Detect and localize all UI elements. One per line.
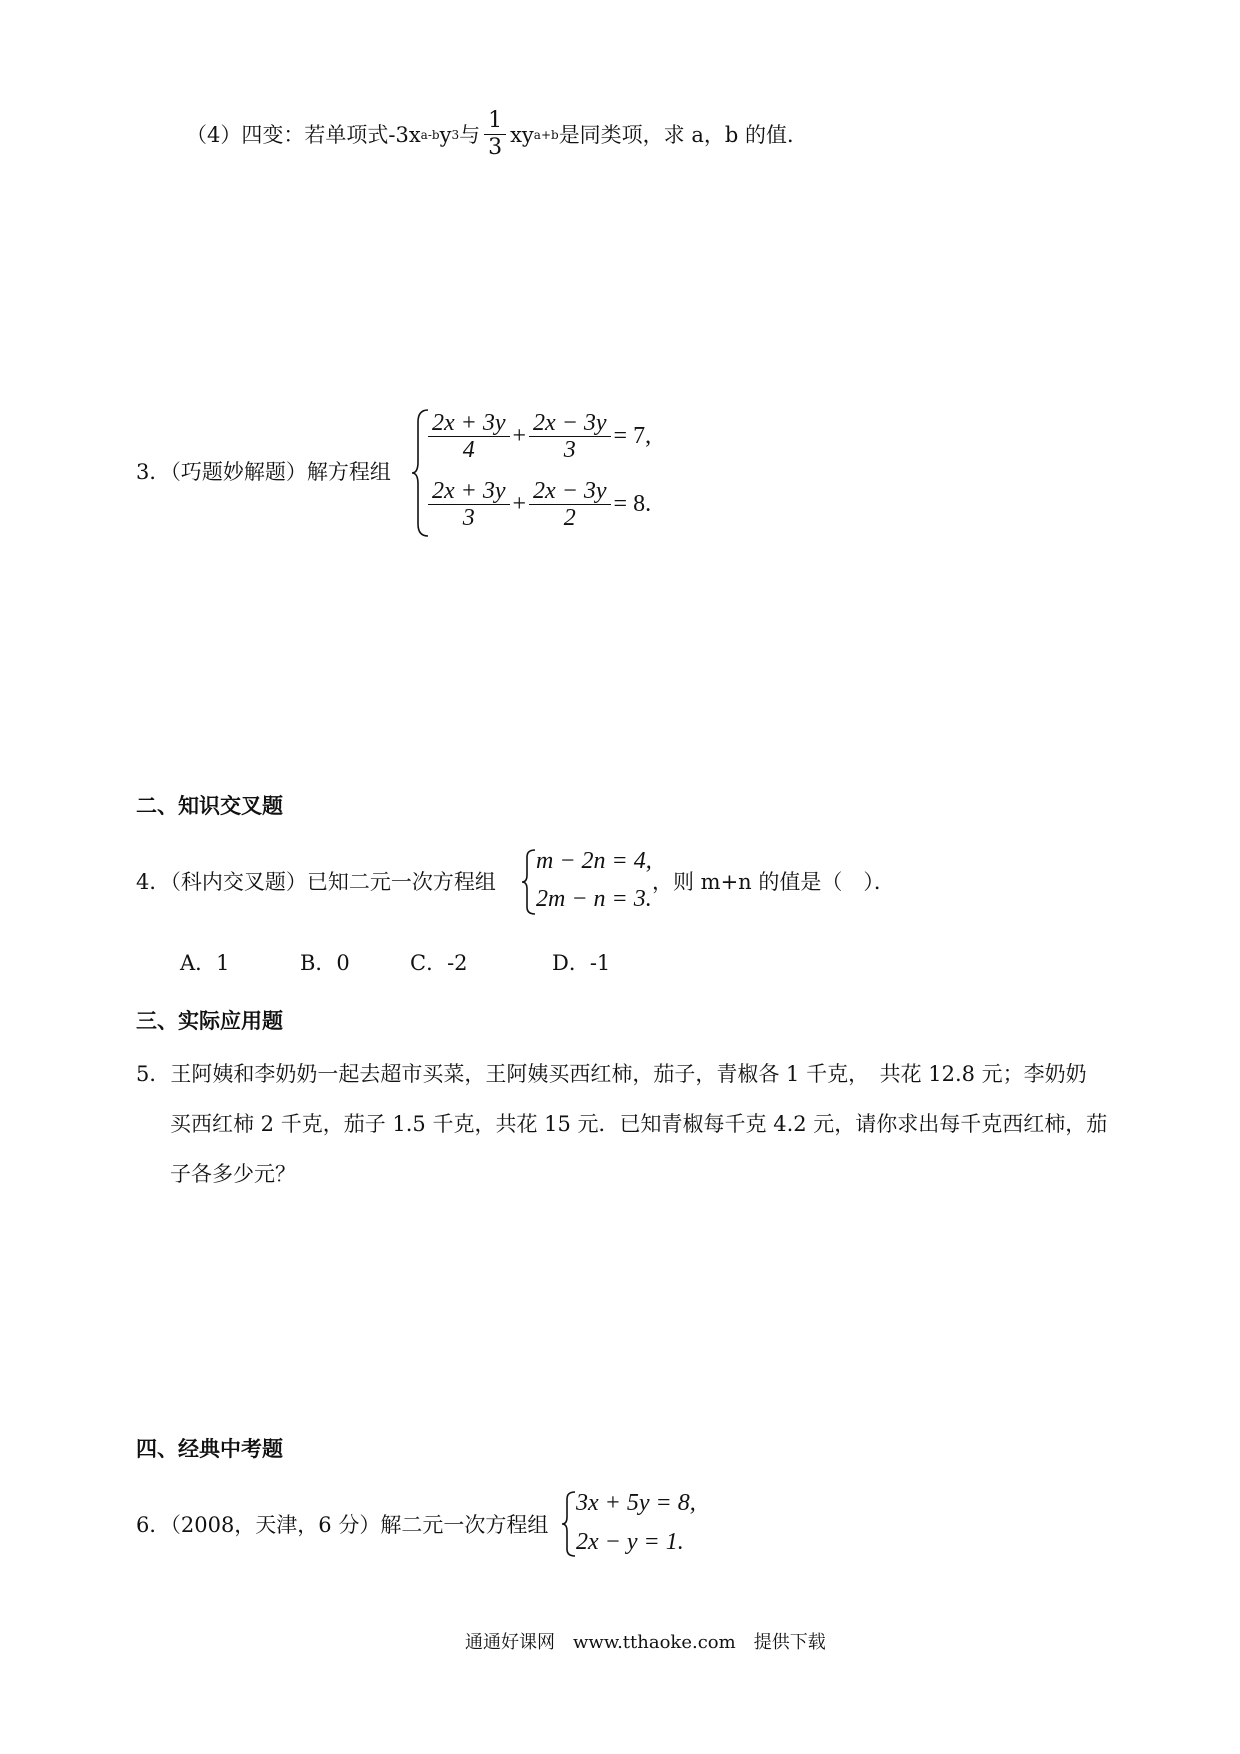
q2-4-sup2: 3: [451, 127, 460, 142]
question-4-suffix: ，则 m+n 的值是（ ）．: [652, 870, 895, 894]
q3-eq1-den2: 3: [563, 437, 576, 463]
q4-equation-1: m − 2n = 4,: [536, 848, 652, 874]
q2-4-mid2: 与: [459, 122, 481, 147]
question-3-label: 3．（巧题妙解题）解方程组: [136, 460, 391, 484]
q3-equation-1: [428, 410, 654, 463]
q3-equation-2: [428, 478, 654, 531]
q6-equation-2: 2x − y = 1.: [576, 1529, 684, 1555]
q4-equation-2: 2m − n = 3.: [536, 886, 652, 912]
question-5-line-1: 5．王阿姨和李奶奶一起去超市买菜，王阿姨买西红柿，茄子，青椒各 1 千克， 共花 12.8 元；李奶奶: [136, 1062, 1087, 1086]
q2-4-mid3: xy: [510, 122, 534, 147]
q3-eq2-op: +: [512, 491, 527, 517]
q2-4-suffix: 是同类项，求 a，b 的值．: [558, 122, 809, 147]
q2-4-fraction: [484, 108, 506, 161]
q4-option-c: C．-2: [410, 951, 468, 975]
q2-4-frac-num: 1: [484, 108, 506, 135]
q3-eq2-num1: 2x + 3y: [428, 478, 510, 505]
q3-eq1-rhs: = 7,: [613, 423, 652, 449]
question-6-label: 6．（2008，天津，6 分）解二元一次方程组: [136, 1513, 549, 1537]
q3-eq2-rhs: = 8.: [613, 491, 652, 517]
q3-eq1-num2: 2x − 3y: [529, 410, 611, 437]
q2-4-frac-den: 3: [488, 135, 503, 160]
q3-eq1-num1: 2x + 3y: [428, 410, 510, 437]
q3-eq1-op: +: [512, 423, 527, 449]
q2-4-mid1: y: [439, 122, 452, 147]
q3-eq1-den1: 4: [462, 437, 475, 463]
section-3-title: 三、实际应用题: [136, 1009, 283, 1033]
q3-eq2-num2: 2x − 3y: [529, 478, 611, 505]
question-5-line-3: 子各多少元？: [170, 1162, 296, 1186]
footer-text: 通通好课网 www.tthaoke.com 提供下载: [465, 1632, 826, 1653]
q6-equation-1: 3x + 5y = 8,: [576, 1490, 696, 1516]
question-5-line-2: 买西红柿 2 千克，茄子 1.5 千克，共花 15 元．已知青椒每千克 4.2 元，请你求出每千克西红柿，茄: [170, 1112, 1108, 1136]
q4-option-d: D．-1: [552, 951, 611, 975]
section-2-title: 二、知识交叉题: [136, 794, 283, 818]
q2-4-prefix: （4）四变：若单项式-3x: [186, 122, 421, 147]
question-4-label: 4．（科内交叉题）已知二元一次方程组: [136, 870, 496, 894]
q3-eq2-den1: 3: [462, 505, 475, 531]
section-4-title: 四、经典中考题: [136, 1437, 283, 1461]
question-2-4: [186, 108, 808, 161]
q3-eq2-den2: 2: [563, 505, 576, 531]
q4-option-b: B．0: [300, 951, 350, 975]
q2-4-sup3: a+b: [533, 127, 559, 142]
q2-4-sup1: a-b: [420, 127, 440, 142]
q4-option-a: A．1: [180, 951, 230, 975]
